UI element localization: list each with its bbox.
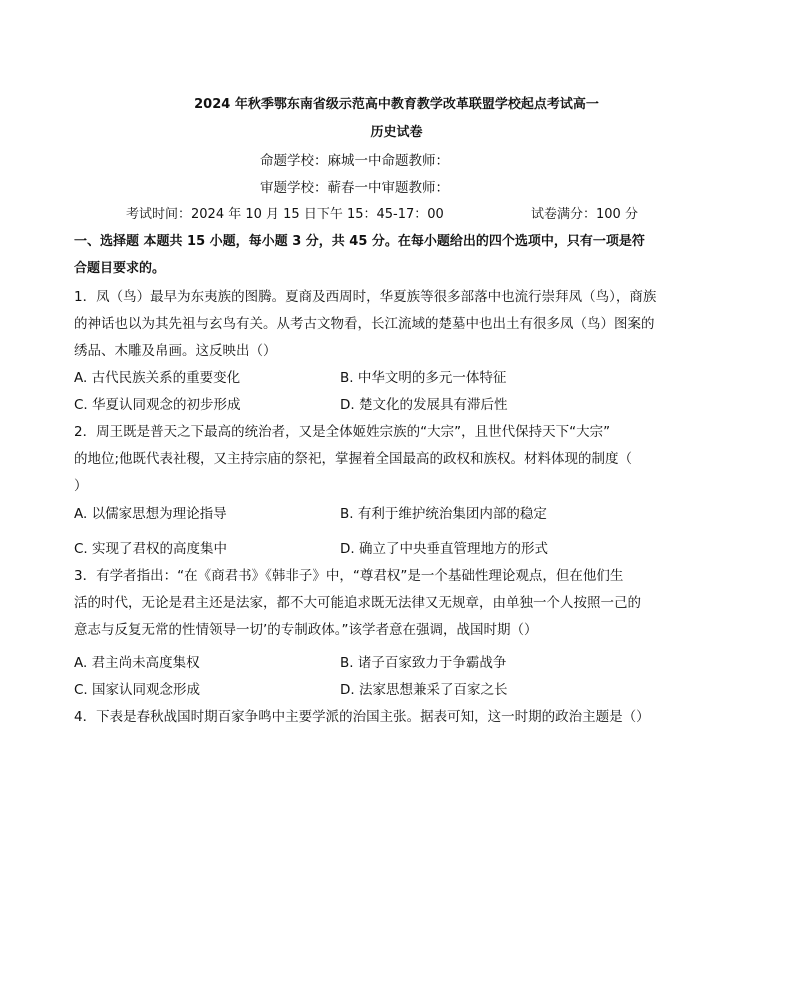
q2-option-a[interactable]: A. 以儒家思想为理论指导 bbox=[74, 506, 227, 522]
q2-stem-line2: 的地位;他既代表社稷，又主持宗庙的祭祀，掌握着全国最高的政权和族权。材料体现的制度（ bbox=[74, 451, 633, 467]
q3-option-c[interactable]: C. 国家认同观念形成 bbox=[74, 682, 201, 698]
q3-option-a[interactable]: A. 君主尚未高度集权 bbox=[74, 655, 200, 671]
q1-stem-line1: 1．凤（鸟）最早为东夷族的图腾。夏商及西周时，华夏族等很多部落中也流行崇拜凤（鸟），商族 bbox=[74, 289, 657, 305]
q1-stem-line2: 的神话也以为其先祖与玄鸟有关。从考古文物看，长江流域的楚墓中也出土有很多凤（鸟）图案的 bbox=[74, 316, 655, 332]
q1-option-d[interactable]: D. 楚文化的发展具有滞后性 bbox=[340, 397, 508, 413]
q2-option-b[interactable]: B. 有利于维护统治集团内部的稳定 bbox=[340, 506, 547, 522]
q3-stem-line2: 活的时代，无论是君主还是法家，都不大可能追求既无法律又无规章，由单独一个人按照一己的 bbox=[74, 595, 641, 611]
q1-stem-line3: 绣品、木雕及帛画。这反映出（） bbox=[74, 343, 277, 359]
q1-option-b[interactable]: B. 中华文明的多元一体特征 bbox=[340, 370, 507, 386]
q2-option-c[interactable]: C. 实现了君权的高度集中 bbox=[74, 541, 228, 557]
full-score: 试卷满分：100 分 bbox=[531, 207, 638, 222]
exam-title: 2024 年秋季鄂东南省级示范高中教育教学改革联盟学校起点考试高一 bbox=[194, 97, 599, 112]
q1-option-c[interactable]: C. 华夏认同观念的初步形成 bbox=[74, 397, 241, 413]
q2-stem-line1: 2．周王既是普天之下最高的统治者，又是全体姬姓宗族的“大宗”，且世代保持天下“大宗” bbox=[74, 424, 611, 440]
q1-option-a[interactable]: A. 古代民族关系的重要变化 bbox=[74, 370, 241, 386]
exam-subject: 历史试卷 bbox=[370, 125, 423, 140]
q3-stem-line1: 3．有学者指出：“在《商君书》《韩非子》中，“尊君权”是一个基础性理论观点，但在他们生 bbox=[74, 568, 624, 584]
q3-stem-line3: 意志与反复无常的性情领导一切’的专制政体。”该学者意在强调，战国时期（） bbox=[74, 622, 538, 638]
q2-stem-line3: ） bbox=[74, 478, 88, 494]
q3-option-b[interactable]: B. 诸子百家致力于争霸战争 bbox=[340, 655, 507, 671]
q3-option-d[interactable]: D. 法家思想兼采了百家之长 bbox=[340, 682, 508, 698]
section-heading-line2: 合题目要求的。 bbox=[74, 261, 166, 276]
q2-option-d[interactable]: D. 确立了中央垂直管理地方的形式 bbox=[340, 541, 548, 557]
exam-time: 考试时间：2024 年 10 月 15 日下午 15：45-17：00 bbox=[126, 207, 444, 222]
section-heading-line1: 一、选择题 本题共 15 小题，每小题 3 分，共 45 分。在每小题给出的四个选项中，只有一项是符 bbox=[74, 234, 645, 249]
q4-stem-line1: 4．下表是春秋战国时期百家争鸣中主要学派的治国主张。据表可知，这一时期的政治主题是（） bbox=[74, 709, 650, 725]
reviewer-school: 审题学校：蕲春一中审题教师： bbox=[260, 180, 449, 196]
setter-school: 命题学校：麻城一中命题教师： bbox=[260, 153, 449, 169]
